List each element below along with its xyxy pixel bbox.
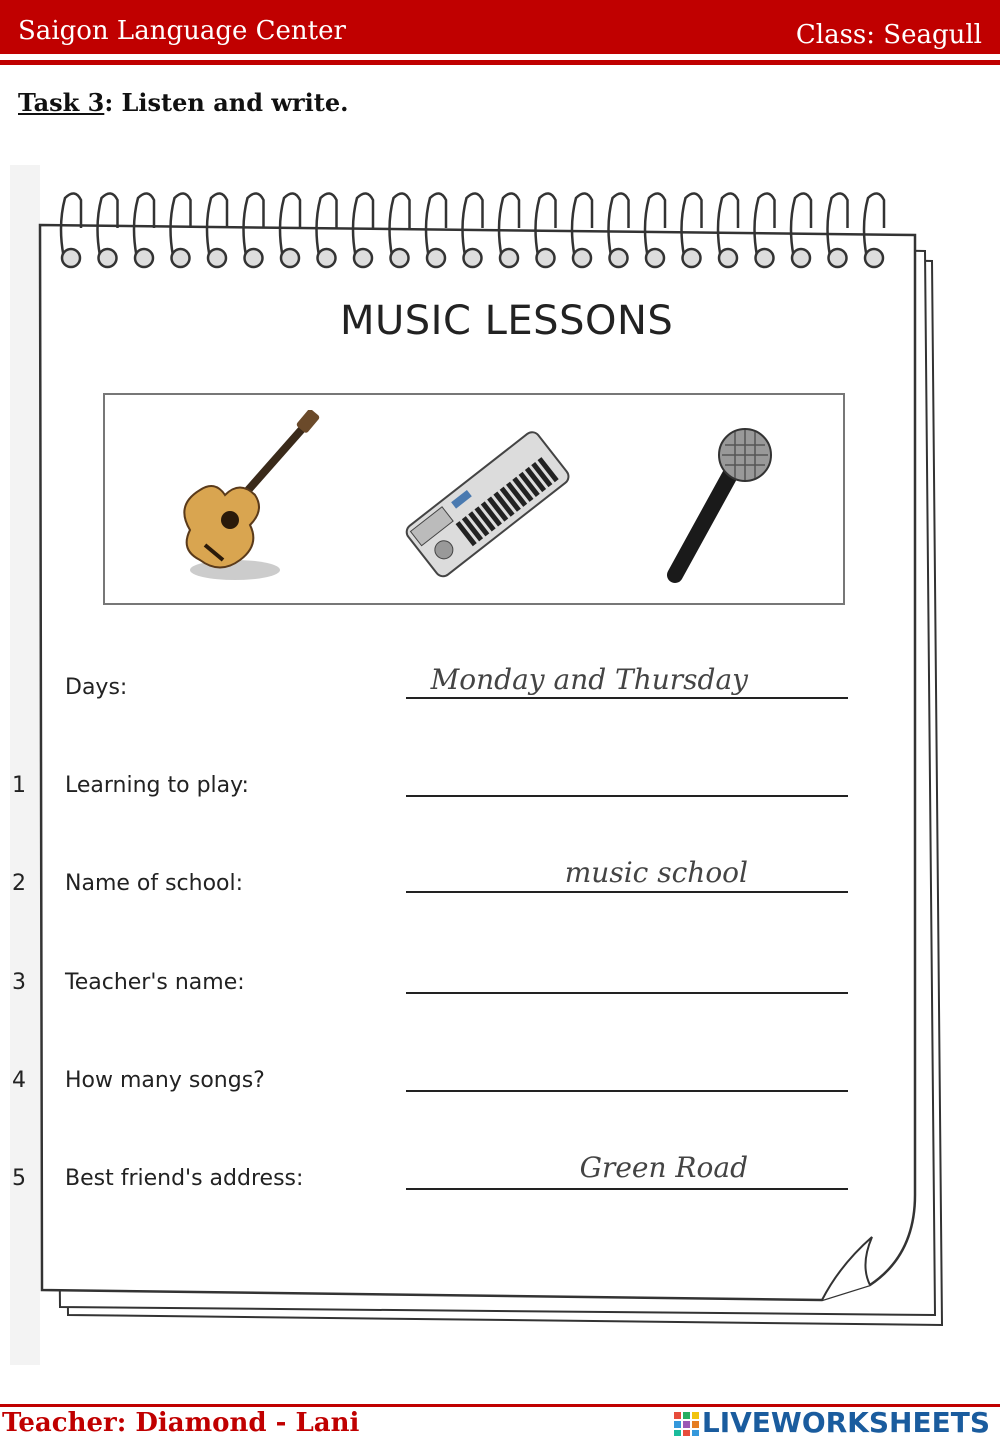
example-line (406, 697, 848, 699)
answer-line (406, 795, 848, 797)
spiral-hole (500, 249, 518, 267)
example-row (0, 665, 900, 715)
answer-field[interactable]: Green Road (579, 1151, 748, 1184)
example-answer: Monday and Thursday (430, 663, 748, 696)
question-row (0, 960, 900, 1010)
liveworksheets-logo[interactable] (674, 1406, 990, 1439)
class-label: Class: Seagull (795, 20, 982, 50)
answer-line (406, 891, 848, 893)
spiral-hole (208, 249, 226, 267)
liveworksheets-icon (674, 1412, 700, 1436)
question-label: Name of school: (65, 871, 244, 896)
question-row (0, 1058, 900, 1108)
question-number: 5 (12, 1166, 26, 1191)
question-label: Best friend's address: (65, 1166, 304, 1191)
microphone-icon (650, 420, 780, 590)
spiral-hole (391, 249, 409, 267)
spiral-hole (792, 249, 810, 267)
header-bar (0, 0, 1000, 54)
spiral-hole (719, 249, 737, 267)
brand-text: LIVEWORKSHEETS (701, 1406, 990, 1439)
question-row (0, 1151, 900, 1206)
guitar-icon (165, 410, 325, 590)
answer-line (406, 992, 848, 994)
spiral-hole (245, 249, 263, 267)
question-label: Teacher's name: (65, 970, 245, 995)
spiral-hole (610, 249, 628, 267)
task-instruction: : Listen and write. (104, 88, 349, 117)
header-divider (0, 60, 1000, 65)
spiral-hole (829, 249, 847, 267)
spiral-hole (573, 249, 591, 267)
task-number: Task 3 (18, 88, 105, 117)
question-number: 4 (12, 1068, 26, 1093)
spiral-hole (354, 249, 372, 267)
school-name: Saigon Language Center (18, 16, 346, 46)
teacher-name: Teacher: Diamond - Lani (2, 1408, 360, 1438)
task-heading (18, 88, 348, 117)
question-row (0, 763, 900, 813)
question-row (0, 856, 900, 911)
spiral-hole (172, 249, 190, 267)
question-label: How many songs? (65, 1068, 265, 1093)
spiral-hole (865, 249, 883, 267)
answer-line (406, 1090, 848, 1092)
spiral-hole (646, 249, 664, 267)
spiral-hole (427, 249, 445, 267)
answer-field[interactable]: music school (564, 856, 748, 889)
question-number: 1 (12, 773, 26, 798)
spiral-hole (318, 249, 336, 267)
spiral-hole (683, 249, 701, 267)
spiral-hole (99, 249, 117, 267)
spiral-hole (464, 249, 482, 267)
question-label: Learning to play: (65, 773, 249, 798)
worksheet-title: MUSIC LESSONS (340, 298, 674, 344)
question-number: 3 (12, 970, 26, 995)
keyboard-icon (400, 420, 570, 590)
answer-line (406, 1188, 848, 1190)
question-number: 2 (12, 871, 26, 896)
spiral-hole (537, 249, 555, 267)
spiral-hole (135, 249, 153, 267)
spiral-hole (756, 249, 774, 267)
spiral-hole (62, 249, 80, 267)
spiral-binding (55, 188, 905, 278)
spiral-hole (281, 249, 299, 267)
example-label: Days: (65, 675, 128, 700)
instrument-pictures (103, 393, 845, 605)
